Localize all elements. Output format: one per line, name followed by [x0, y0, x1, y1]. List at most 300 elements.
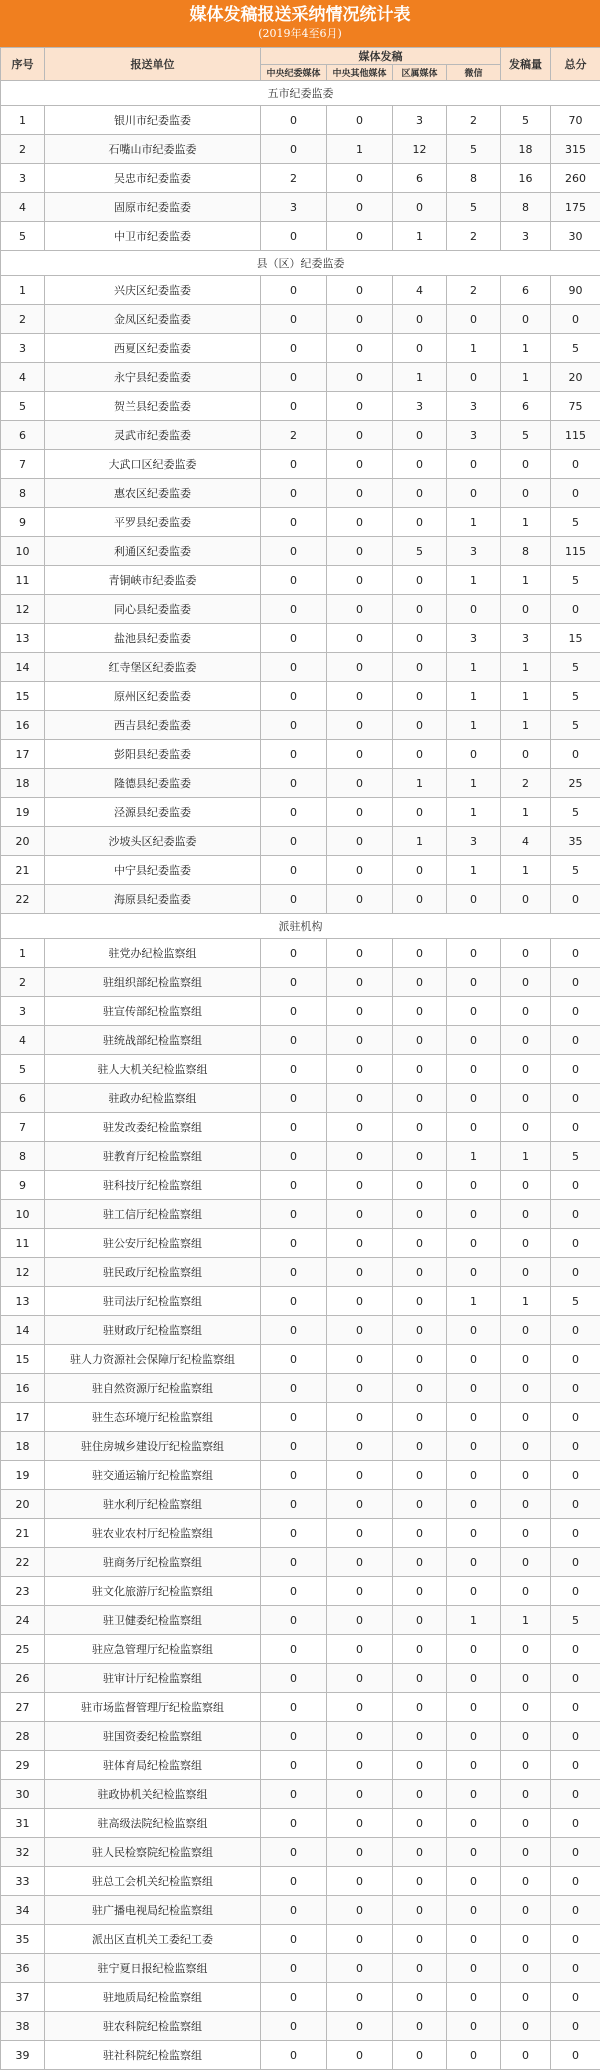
row-index: 14 — [1, 653, 45, 682]
row-unit: 固原市纪委监委 — [45, 193, 261, 222]
row-score: 115 — [551, 537, 600, 566]
row-wechat: 0 — [447, 1664, 501, 1693]
table-row — [1, 392, 600, 421]
table-row — [1, 1055, 600, 1084]
row-count: 5 — [501, 421, 551, 450]
row-regional-media: 0 — [393, 1461, 447, 1490]
table-row — [1, 1287, 600, 1316]
row-central-other-media: 0 — [327, 1983, 393, 2012]
row-score: 5 — [551, 653, 600, 682]
row-count: 0 — [501, 450, 551, 479]
stats-table — [0, 47, 600, 2070]
row-count: 0 — [501, 1809, 551, 1838]
header-central-other-media: 中央其他媒体 — [327, 65, 393, 81]
row-wechat: 0 — [447, 1490, 501, 1519]
row-wechat: 0 — [447, 1896, 501, 1925]
row-index: 8 — [1, 1142, 45, 1171]
header-central-discipline-media: 中央纪委媒体 — [261, 65, 327, 81]
row-count: 0 — [501, 1084, 551, 1113]
row-count: 0 — [501, 1258, 551, 1287]
row-regional-media: 0 — [393, 1809, 447, 1838]
row-central-discipline-media: 0 — [261, 106, 327, 135]
table-row — [1, 595, 600, 624]
row-wechat: 0 — [447, 1113, 501, 1142]
row-unit: 驻统战部纪检监察组 — [45, 1026, 261, 1055]
table-row — [1, 1722, 600, 1751]
row-central-discipline-media: 0 — [261, 1838, 327, 1867]
row-central-discipline-media: 0 — [261, 1171, 327, 1200]
row-score: 175 — [551, 193, 600, 222]
row-central-other-media: 0 — [327, 1635, 393, 1664]
table-row — [1, 1490, 600, 1519]
row-central-discipline-media: 0 — [261, 1780, 327, 1809]
row-unit: 驻社科院纪检监察组 — [45, 2041, 261, 2070]
table-row — [1, 1258, 600, 1287]
row-score: 0 — [551, 2012, 600, 2041]
row-index: 6 — [1, 1084, 45, 1113]
table-row — [1, 1200, 600, 1229]
row-unit: 驻地质局纪检监察组 — [45, 1983, 261, 2012]
row-index: 19 — [1, 1461, 45, 1490]
row-wechat: 0 — [447, 1084, 501, 1113]
row-index: 17 — [1, 740, 45, 769]
row-regional-media: 0 — [393, 1838, 447, 1867]
row-wechat: 1 — [447, 769, 501, 798]
row-score: 115 — [551, 421, 600, 450]
row-unit: 驻文化旅游厅纪检监察组 — [45, 1577, 261, 1606]
row-wechat: 0 — [447, 1403, 501, 1432]
row-index: 31 — [1, 1809, 45, 1838]
row-unit: 驻自然资源厅纪检监察组 — [45, 1374, 261, 1403]
row-central-discipline-media: 0 — [261, 508, 327, 537]
row-score: 0 — [551, 1751, 600, 1780]
row-central-discipline-media: 0 — [261, 1461, 327, 1490]
row-wechat: 0 — [447, 1577, 501, 1606]
row-score: 0 — [551, 1345, 600, 1374]
row-wechat: 2 — [447, 106, 501, 135]
row-central-other-media: 0 — [327, 1055, 393, 1084]
row-central-other-media: 0 — [327, 1403, 393, 1432]
row-score: 0 — [551, 1983, 600, 2012]
row-unit: 驻发改委纪检监察组 — [45, 1113, 261, 1142]
row-central-other-media: 0 — [327, 798, 393, 827]
row-count: 0 — [501, 1432, 551, 1461]
row-central-discipline-media: 2 — [261, 164, 327, 193]
row-central-other-media: 0 — [327, 2041, 393, 2070]
row-central-discipline-media: 0 — [261, 276, 327, 305]
row-wechat: 0 — [447, 1461, 501, 1490]
table-row — [1, 1693, 600, 1722]
row-central-discipline-media: 0 — [261, 1403, 327, 1432]
row-central-other-media: 0 — [327, 1838, 393, 1867]
row-unit: 驻广播电视局纪检监察组 — [45, 1896, 261, 1925]
table-row — [1, 939, 600, 968]
row-count: 6 — [501, 276, 551, 305]
row-wechat: 0 — [447, 997, 501, 1026]
row-central-other-media: 0 — [327, 595, 393, 624]
row-unit: 驻农科院纪检监察组 — [45, 2012, 261, 2041]
row-index: 38 — [1, 2012, 45, 2041]
row-wechat: 0 — [447, 1751, 501, 1780]
row-central-discipline-media: 0 — [261, 1693, 327, 1722]
row-wechat: 0 — [447, 1374, 501, 1403]
table-row — [1, 827, 600, 856]
row-central-discipline-media: 0 — [261, 1084, 327, 1113]
row-central-other-media: 0 — [327, 193, 393, 222]
row-index: 1 — [1, 106, 45, 135]
row-central-other-media: 0 — [327, 740, 393, 769]
row-regional-media: 0 — [393, 997, 447, 1026]
row-unit: 驻政办纪检监察组 — [45, 1084, 261, 1113]
row-unit: 西夏区纪委监委 — [45, 334, 261, 363]
row-central-other-media: 0 — [327, 1142, 393, 1171]
row-index: 27 — [1, 1693, 45, 1722]
row-central-discipline-media: 0 — [261, 392, 327, 421]
row-unit: 驻总工会机关纪检监察组 — [45, 1867, 261, 1896]
row-index: 24 — [1, 1606, 45, 1635]
row-count: 0 — [501, 1200, 551, 1229]
row-score: 0 — [551, 1084, 600, 1113]
row-wechat: 3 — [447, 827, 501, 856]
row-score: 0 — [551, 1490, 600, 1519]
row-index: 21 — [1, 856, 45, 885]
row-central-other-media: 0 — [327, 479, 393, 508]
row-index: 34 — [1, 1896, 45, 1925]
page-title: 媒体发稿报送采纳情况统计表 — [0, 5, 600, 26]
row-count: 1 — [501, 856, 551, 885]
row-unit: 驻住房城乡建设厅纪检监察组 — [45, 1432, 261, 1461]
row-wechat: 0 — [447, 939, 501, 968]
row-central-other-media: 0 — [327, 1345, 393, 1374]
row-count: 1 — [501, 508, 551, 537]
row-wechat: 0 — [447, 1200, 501, 1229]
row-unit: 驻应急管理厅纪检监察组 — [45, 1635, 261, 1664]
row-regional-media: 0 — [393, 1113, 447, 1142]
row-score: 0 — [551, 1664, 600, 1693]
header-unit: 报送单位 — [45, 48, 261, 81]
row-index: 3 — [1, 997, 45, 1026]
row-central-discipline-media: 2 — [261, 421, 327, 450]
row-score: 0 — [551, 1867, 600, 1896]
row-count: 0 — [501, 1896, 551, 1925]
row-central-discipline-media: 0 — [261, 1113, 327, 1142]
row-unit: 沙坡头区纪委监委 — [45, 827, 261, 856]
row-wechat: 0 — [447, 1026, 501, 1055]
row-regional-media: 0 — [393, 1780, 447, 1809]
row-regional-media: 0 — [393, 450, 447, 479]
header-wechat: 微信 — [447, 65, 501, 81]
row-central-discipline-media: 0 — [261, 1635, 327, 1664]
row-wechat: 1 — [447, 653, 501, 682]
table-row — [1, 1867, 600, 1896]
table-row — [1, 1664, 600, 1693]
row-central-other-media: 0 — [327, 1084, 393, 1113]
row-regional-media: 4 — [393, 276, 447, 305]
table-row — [1, 1838, 600, 1867]
row-wechat: 0 — [447, 1548, 501, 1577]
row-index: 33 — [1, 1867, 45, 1896]
table-body — [1, 81, 600, 2070]
row-unit: 驻组织部纪检监察组 — [45, 968, 261, 997]
row-index: 11 — [1, 566, 45, 595]
row-score: 0 — [551, 1635, 600, 1664]
row-unit: 驻卫健委纪检监察组 — [45, 1606, 261, 1635]
row-index: 18 — [1, 1432, 45, 1461]
row-central-discipline-media: 0 — [261, 1548, 327, 1577]
row-regional-media: 0 — [393, 508, 447, 537]
row-unit: 驻生态环境厅纪检监察组 — [45, 1403, 261, 1432]
row-central-other-media: 0 — [327, 1722, 393, 1751]
row-central-discipline-media: 3 — [261, 193, 327, 222]
row-central-discipline-media: 0 — [261, 363, 327, 392]
row-score: 0 — [551, 1374, 600, 1403]
table-row — [1, 193, 600, 222]
header-count: 发稿量 — [501, 48, 551, 81]
table-row — [1, 1954, 600, 1983]
row-regional-media: 0 — [393, 1374, 447, 1403]
row-regional-media: 0 — [393, 1635, 447, 1664]
row-wechat: 2 — [447, 222, 501, 251]
table-row — [1, 479, 600, 508]
row-central-other-media: 0 — [327, 653, 393, 682]
row-central-discipline-media: 0 — [261, 2041, 327, 2070]
row-score: 0 — [551, 885, 600, 914]
row-regional-media: 0 — [393, 1693, 447, 1722]
row-count: 1 — [501, 1606, 551, 1635]
table-row — [1, 363, 600, 392]
table-row — [1, 1026, 600, 1055]
row-unit: 彭阳县纪委监委 — [45, 740, 261, 769]
row-count: 0 — [501, 1722, 551, 1751]
row-index: 2 — [1, 305, 45, 334]
row-regional-media: 0 — [393, 711, 447, 740]
row-central-discipline-media: 0 — [261, 1983, 327, 2012]
row-wechat: 0 — [447, 479, 501, 508]
row-index: 20 — [1, 827, 45, 856]
row-count: 0 — [501, 479, 551, 508]
section-header-row — [1, 251, 600, 276]
table-row — [1, 1113, 600, 1142]
row-regional-media: 0 — [393, 968, 447, 997]
row-central-discipline-media: 0 — [261, 1606, 327, 1635]
row-central-other-media: 0 — [327, 624, 393, 653]
row-central-discipline-media: 0 — [261, 1519, 327, 1548]
row-score: 0 — [551, 1316, 600, 1345]
row-index: 5 — [1, 392, 45, 421]
row-count: 0 — [501, 1316, 551, 1345]
row-central-other-media: 0 — [327, 1258, 393, 1287]
row-central-discipline-media: 0 — [261, 1374, 327, 1403]
row-central-other-media: 0 — [327, 1780, 393, 1809]
row-unit: 驻民政厅纪检监察组 — [45, 1258, 261, 1287]
row-wechat: 0 — [447, 1519, 501, 1548]
table-row — [1, 798, 600, 827]
row-index: 35 — [1, 1925, 45, 1954]
row-central-discipline-media: 0 — [261, 827, 327, 856]
row-unit: 灵武市纪委监委 — [45, 421, 261, 450]
header-index: 序号 — [1, 48, 45, 81]
row-count: 1 — [501, 566, 551, 595]
row-central-other-media: 0 — [327, 1461, 393, 1490]
row-wechat: 0 — [447, 305, 501, 334]
row-wechat: 0 — [447, 1954, 501, 1983]
row-index: 7 — [1, 1113, 45, 1142]
page-subtitle: (2019年4至6月) — [0, 26, 600, 42]
row-central-other-media: 0 — [327, 1925, 393, 1954]
table-row — [1, 2041, 600, 2070]
table-row — [1, 537, 600, 566]
row-count: 0 — [501, 1026, 551, 1055]
row-wechat: 1 — [447, 798, 501, 827]
row-index: 1 — [1, 939, 45, 968]
row-score: 260 — [551, 164, 600, 193]
row-count: 0 — [501, 1577, 551, 1606]
row-wechat: 0 — [447, 1229, 501, 1258]
row-central-other-media: 0 — [327, 1229, 393, 1258]
row-count: 0 — [501, 1867, 551, 1896]
table-row — [1, 1635, 600, 1664]
row-count: 1 — [501, 1142, 551, 1171]
table-row — [1, 711, 600, 740]
row-count: 1 — [501, 653, 551, 682]
row-wechat: 0 — [447, 1258, 501, 1287]
table-row — [1, 305, 600, 334]
section-header-row — [1, 81, 600, 106]
row-regional-media: 0 — [393, 1403, 447, 1432]
row-wechat: 5 — [447, 135, 501, 164]
row-index: 13 — [1, 624, 45, 653]
row-score: 0 — [551, 1026, 600, 1055]
table-row — [1, 682, 600, 711]
row-count: 0 — [501, 1548, 551, 1577]
row-regional-media: 0 — [393, 1954, 447, 1983]
row-score: 0 — [551, 1693, 600, 1722]
row-index: 37 — [1, 1983, 45, 2012]
row-count: 0 — [501, 1403, 551, 1432]
row-index: 39 — [1, 2041, 45, 2070]
table-row — [1, 1171, 600, 1200]
row-unit: 驻交通运输厅纪检监察组 — [45, 1461, 261, 1490]
row-regional-media: 0 — [393, 305, 447, 334]
row-regional-media: 0 — [393, 1577, 447, 1606]
row-regional-media: 0 — [393, 1925, 447, 1954]
row-score: 5 — [551, 1142, 600, 1171]
row-regional-media: 0 — [393, 1171, 447, 1200]
row-index: 36 — [1, 1954, 45, 1983]
row-count: 16 — [501, 164, 551, 193]
table-row — [1, 1316, 600, 1345]
table-row — [1, 1229, 600, 1258]
header-media-group: 媒体发稿 — [261, 48, 501, 65]
row-central-discipline-media: 0 — [261, 997, 327, 1026]
row-wechat: 3 — [447, 624, 501, 653]
row-count: 6 — [501, 392, 551, 421]
row-central-discipline-media: 0 — [261, 1432, 327, 1461]
row-central-other-media: 0 — [327, 1113, 393, 1142]
row-regional-media: 3 — [393, 106, 447, 135]
row-central-discipline-media: 0 — [261, 624, 327, 653]
row-score: 90 — [551, 276, 600, 305]
row-unit: 盐池县纪委监委 — [45, 624, 261, 653]
table-row — [1, 2012, 600, 2041]
row-score: 0 — [551, 1258, 600, 1287]
row-central-other-media: 0 — [327, 1751, 393, 1780]
row-central-discipline-media: 0 — [261, 653, 327, 682]
row-central-discipline-media: 0 — [261, 939, 327, 968]
row-score: 0 — [551, 1171, 600, 1200]
row-score: 5 — [551, 856, 600, 885]
row-regional-media: 0 — [393, 595, 447, 624]
row-central-other-media: 0 — [327, 1026, 393, 1055]
row-regional-media: 6 — [393, 164, 447, 193]
table-row — [1, 421, 600, 450]
row-count: 0 — [501, 1055, 551, 1084]
row-central-other-media: 0 — [327, 939, 393, 968]
row-score: 5 — [551, 508, 600, 537]
row-score: 15 — [551, 624, 600, 653]
row-central-discipline-media: 0 — [261, 1722, 327, 1751]
row-regional-media: 0 — [393, 1258, 447, 1287]
row-regional-media: 0 — [393, 2012, 447, 2041]
row-central-discipline-media: 0 — [261, 1954, 327, 1983]
table-row — [1, 1374, 600, 1403]
row-central-discipline-media: 0 — [261, 885, 327, 914]
row-wechat: 1 — [447, 508, 501, 537]
row-central-discipline-media: 0 — [261, 798, 327, 827]
row-index: 5 — [1, 1055, 45, 1084]
row-regional-media: 0 — [393, 479, 447, 508]
row-score: 0 — [551, 1780, 600, 1809]
row-index: 4 — [1, 1026, 45, 1055]
table-row — [1, 997, 600, 1026]
row-regional-media: 1 — [393, 222, 447, 251]
row-index: 16 — [1, 711, 45, 740]
table-row — [1, 164, 600, 193]
row-regional-media: 0 — [393, 885, 447, 914]
row-wechat: 0 — [447, 1171, 501, 1200]
row-score: 0 — [551, 479, 600, 508]
row-index: 4 — [1, 363, 45, 392]
row-central-other-media: 0 — [327, 305, 393, 334]
row-central-other-media: 0 — [327, 827, 393, 856]
row-count: 0 — [501, 1635, 551, 1664]
row-unit: 驻宁夏日报纪检监察组 — [45, 1954, 261, 1983]
row-wechat: 0 — [447, 2012, 501, 2041]
row-central-discipline-media: 0 — [261, 1345, 327, 1374]
row-central-other-media: 0 — [327, 1519, 393, 1548]
row-wechat: 0 — [447, 740, 501, 769]
section-title: 派驻机构 — [1, 914, 600, 939]
row-count: 3 — [501, 624, 551, 653]
row-regional-media: 1 — [393, 769, 447, 798]
row-central-discipline-media: 0 — [261, 450, 327, 479]
row-index: 32 — [1, 1838, 45, 1867]
section-header-row — [1, 914, 600, 939]
row-score: 0 — [551, 1055, 600, 1084]
row-index: 19 — [1, 798, 45, 827]
row-central-other-media: 0 — [327, 1809, 393, 1838]
row-unit: 驻人民检察院纪检监察组 — [45, 1838, 261, 1867]
row-central-discipline-media: 0 — [261, 740, 327, 769]
row-count: 8 — [501, 537, 551, 566]
row-central-other-media: 0 — [327, 1954, 393, 1983]
row-index: 5 — [1, 222, 45, 251]
row-central-other-media: 0 — [327, 711, 393, 740]
row-wechat: 0 — [447, 450, 501, 479]
row-regional-media: 1 — [393, 827, 447, 856]
row-unit: 驻农业农村厅纪检监察组 — [45, 1519, 261, 1548]
row-unit: 青铜峡市纪委监委 — [45, 566, 261, 595]
